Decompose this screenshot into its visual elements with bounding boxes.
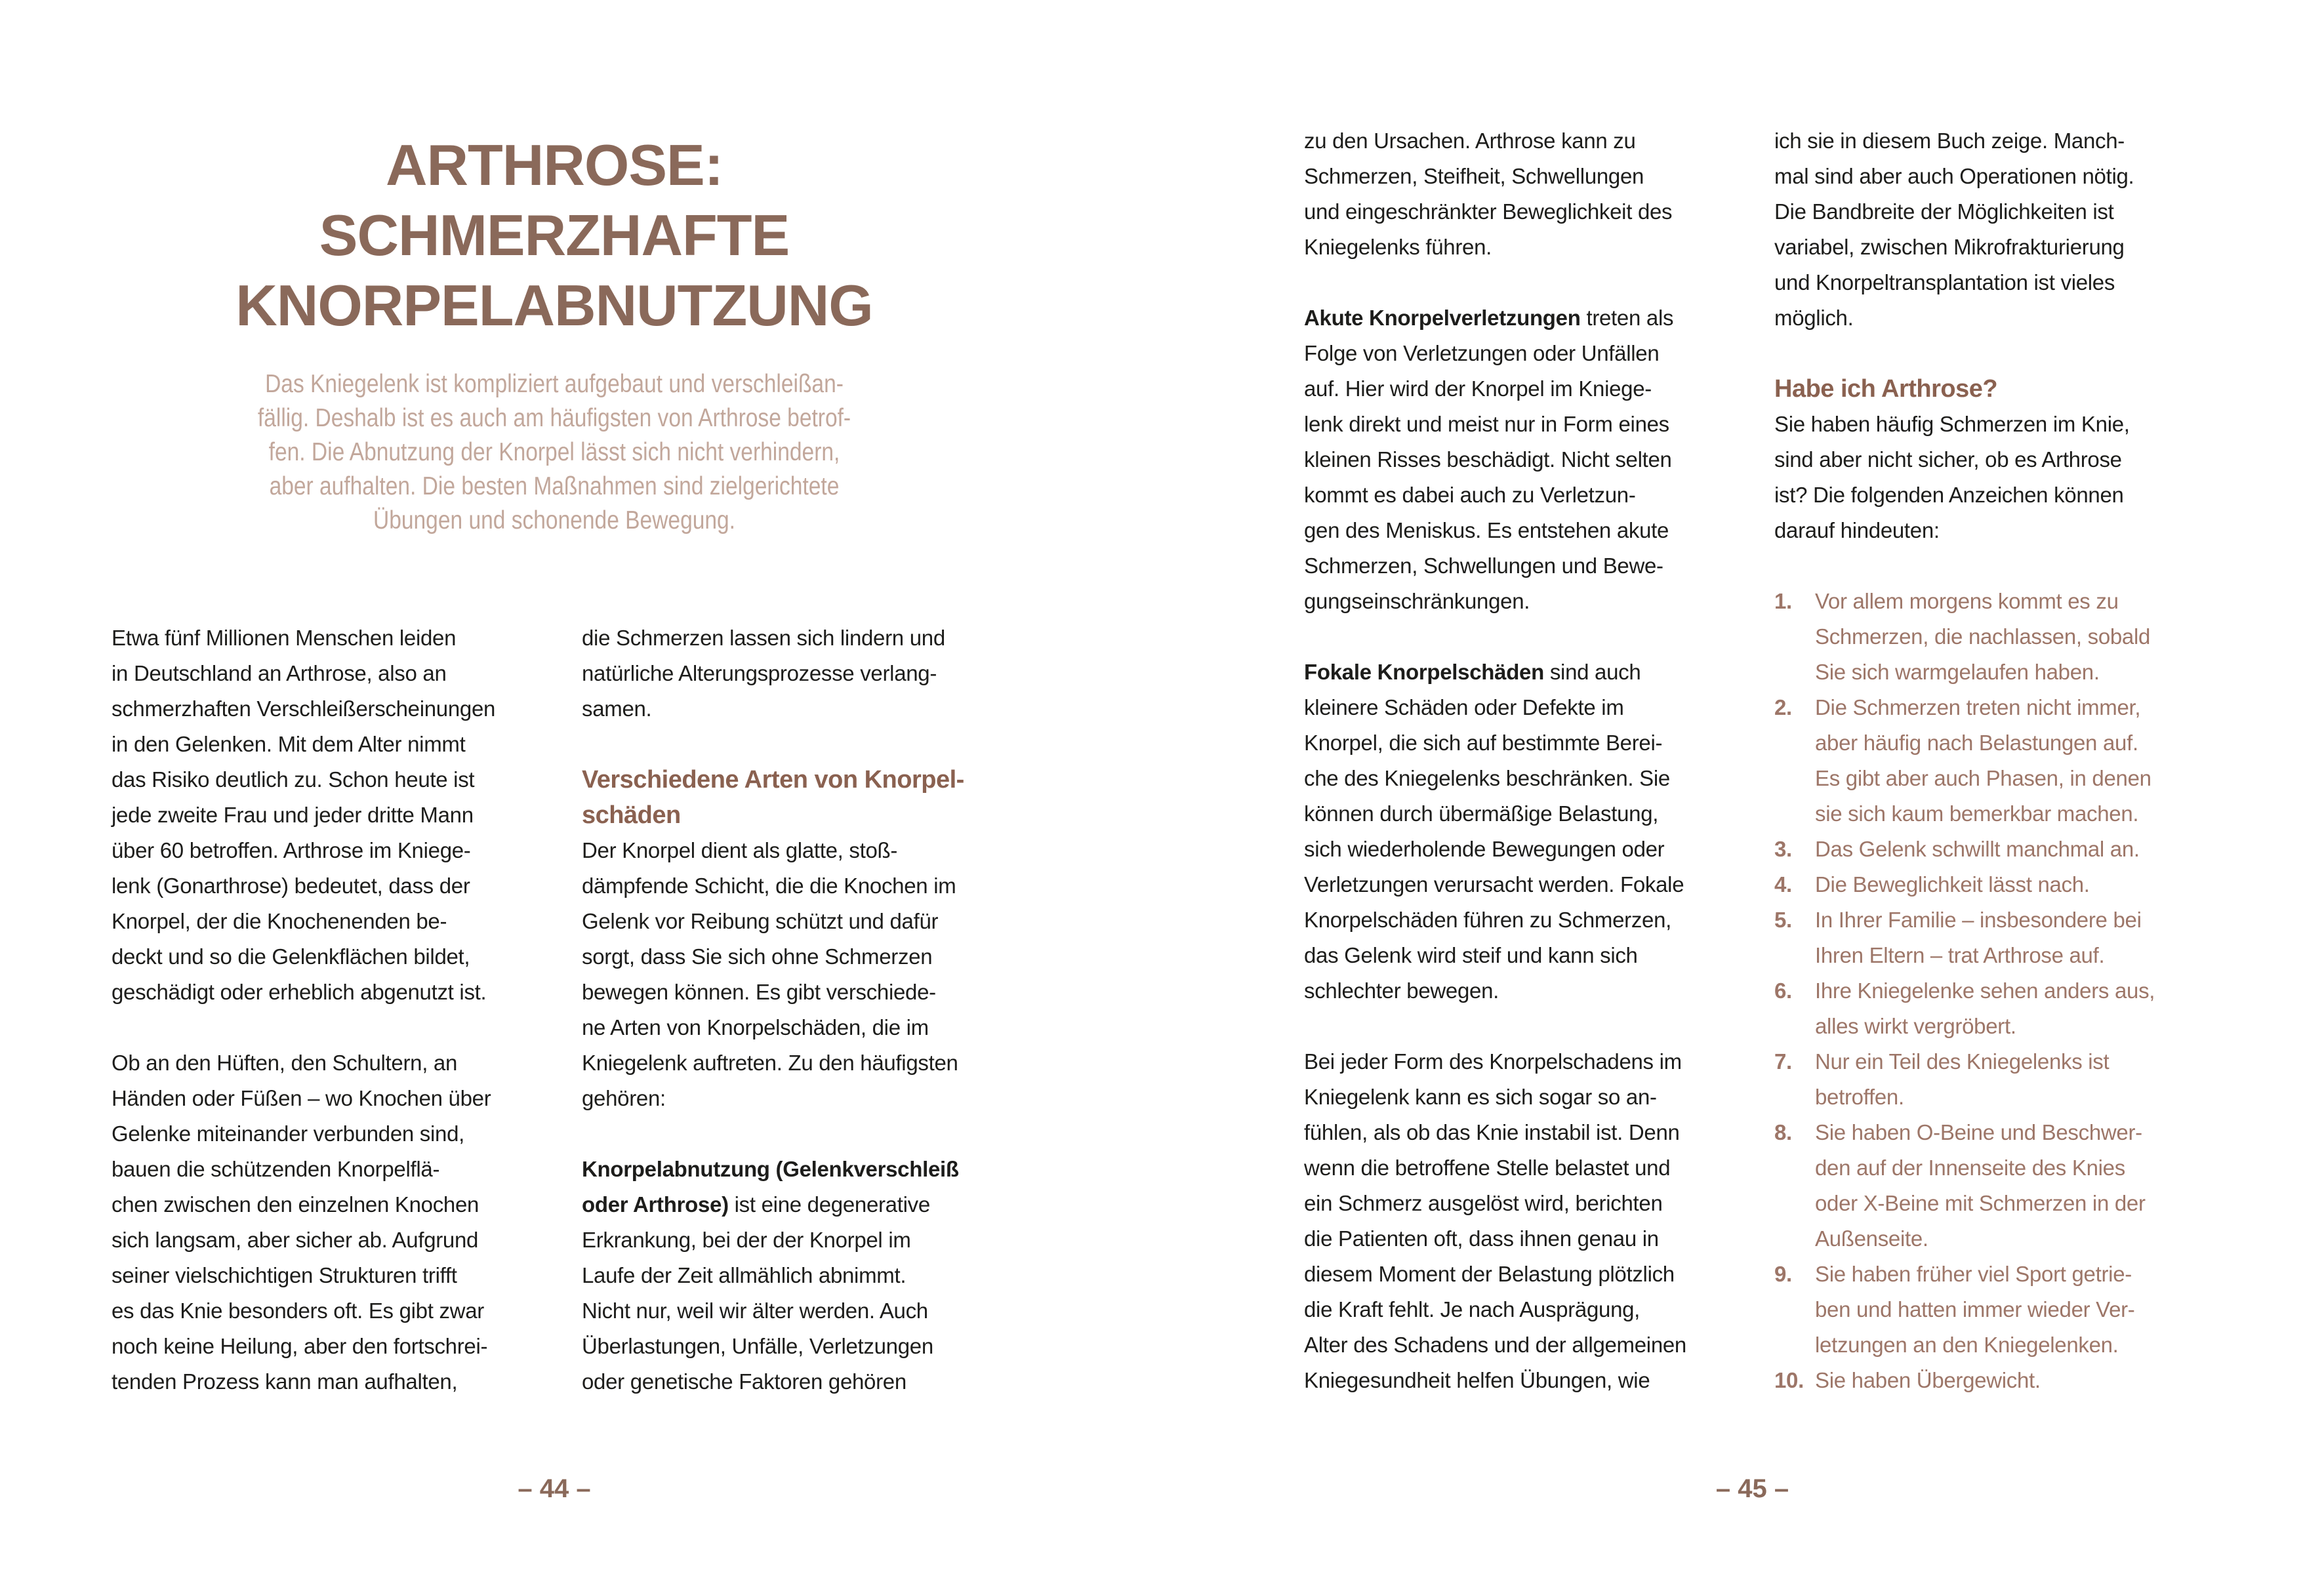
- text-column-right-2: [1774, 123, 2201, 1398]
- text-line: den auf der Innenseite des Knies: [1815, 1156, 2125, 1180]
- text-line: Verletzungen verursacht werden. Fokale: [1304, 872, 1684, 897]
- list-item-number: 6.: [1774, 978, 1792, 1003]
- list-item-number: 10.: [1774, 1368, 1804, 1392]
- paragraph: [582, 833, 1002, 1116]
- paragraph: [582, 620, 1002, 727]
- text-line: dämpfende Schicht, die die Knochen im: [582, 874, 956, 898]
- text-line: betroffen.: [1815, 1085, 1904, 1109]
- paragraph: [1304, 1044, 1724, 1398]
- text-line: bewegen können. Es gibt verschiede-: [582, 980, 936, 1004]
- text-line: letzungen an den Kniegelenken.: [1815, 1333, 2119, 1357]
- text-line: die Patienten oft, dass ihnen genau in: [1304, 1226, 1659, 1251]
- text-line: das Gelenk wird steif und kann sich: [1304, 943, 1638, 967]
- text-line: Alter des Schadens und der allgemeinen: [1304, 1333, 1686, 1357]
- intro-line: Das Kniegelenk ist kompliziert aufgebaut und verschleißan-: [265, 370, 844, 398]
- text-line: kleinen Risses beschädigt. Nicht selten: [1304, 447, 1672, 472]
- text-line: Nicht nur, weil wir älter werden. Auch: [582, 1299, 928, 1323]
- text-line: in den Gelenken. Mit dem Alter nimmt: [112, 732, 466, 756]
- chapter-title-line: KNORPELABNUTZUNG: [235, 273, 873, 338]
- list-item-number: 7.: [1774, 1049, 1792, 1074]
- text-line: und eingeschränkter Beweglichkeit des: [1304, 199, 1673, 224]
- intro-line: fällig. Deshalb ist es auch am häufigsten von Arthrose betrof-: [257, 404, 851, 432]
- text-line: kommt es dabei auch zu Verletzun-: [1304, 483, 1636, 507]
- text-column-right-1: [1304, 123, 1724, 1434]
- text-line: lenk (Gonarthrose) bedeutet, dass der: [112, 874, 470, 898]
- paragraph: [1304, 123, 1724, 265]
- list-item-number: 1.: [1774, 589, 1792, 613]
- intro-line: Übungen und schonende Bewegung.: [373, 506, 736, 534]
- bold-run: Fokale Knorpelschäden: [1304, 660, 1544, 684]
- text-line: Sie haben O-Beine und Beschwer-: [1815, 1120, 2142, 1144]
- text-line: sorgt, dass Sie sich ohne Schmerzen: [582, 944, 933, 969]
- text-line: Sie sich warmgelaufen haben.: [1815, 660, 2100, 684]
- text-line: Folge von Verletzungen oder Unfällen: [1304, 341, 1660, 365]
- text-line: Sie haben Übergewicht.: [1815, 1368, 2041, 1392]
- text-line: Knorpel, der die Knochenenden be-: [112, 909, 447, 933]
- text-line: oder genetische Faktoren gehören: [582, 1369, 907, 1394]
- paragraph: [1304, 300, 1724, 619]
- text-line: samen.: [582, 696, 652, 721]
- list-item-number: 4.: [1774, 872, 1792, 897]
- text-line: lenk direkt und meist nur in Form eines: [1304, 412, 1669, 436]
- text-line: Ob an den Hüften, den Schultern, an: [112, 1051, 458, 1075]
- text-line: Die Beweglichkeit lässt nach.: [1815, 872, 2090, 897]
- text-line: Habe ich Arthrose?: [1774, 375, 1998, 403]
- text-line: es das Knie besonders oft. Es gibt zwar: [112, 1299, 484, 1323]
- list-item-number: 5.: [1774, 908, 1792, 932]
- chapter-title: [112, 130, 997, 340]
- list-item: [1774, 1115, 2201, 1257]
- list-item: [1774, 902, 2201, 973]
- paragraph: [582, 1152, 1002, 1400]
- text-line: [582, 1152, 1002, 1187]
- text-line: zu den Ursachen. Arthrose kann zu: [1304, 129, 1636, 153]
- text-line: in Deutschland an Arthrose, also an: [112, 661, 447, 685]
- text-line: auf. Hier wird der Knorpel im Kniege-: [1304, 376, 1652, 401]
- text-line: deckt und so die Gelenkflächen bildet,: [112, 944, 470, 969]
- text-line: Nur ein Teil des Kniegelenks ist: [1815, 1049, 2110, 1074]
- text-line: aber häufig nach Belastungen auf.: [1815, 731, 2138, 755]
- text-line: Überlastungen, Unfälle, Verletzungen: [582, 1334, 933, 1358]
- bold-run: Akute Knorpelverletzungen: [1304, 306, 1581, 330]
- text-line: Händen oder Füßen – wo Knochen über: [112, 1086, 491, 1110]
- paragraph: [1304, 655, 1724, 1009]
- intro-line: fen. Die Abnutzung der Knorpel lässt sich nicht verhindern,: [268, 438, 840, 466]
- list-item: [1774, 690, 2201, 832]
- list-item: [1774, 1257, 2201, 1363]
- text-line: sie sich kaum bemerkbar machen.: [1815, 801, 2139, 826]
- section-heading: [1774, 371, 2201, 407]
- text-line: sind aber nicht sicher, ob es Arthrose: [1774, 447, 2122, 472]
- text-line: gungseinschränkungen.: [1304, 589, 1530, 613]
- list-item: [1774, 1044, 2201, 1115]
- text-line: ich sie in diesem Buch zeige. Manch-: [1774, 129, 2125, 153]
- text-line: möglich.: [1774, 306, 1854, 330]
- text-line: Verschiedene Arten von Knorpel-: [582, 766, 964, 794]
- text-line: tenden Prozess kann man aufhalten,: [112, 1369, 458, 1394]
- page-number-left: – 44 –: [518, 1474, 591, 1503]
- text-line: sich langsam, aber sicher ab. Aufgrund: [112, 1228, 479, 1252]
- text-line: ben und hatten immer wieder Ver-: [1815, 1297, 2135, 1321]
- list-item: [1774, 1363, 2201, 1398]
- list-item: [1774, 973, 2201, 1044]
- chapter-intro: [174, 367, 935, 538]
- text-line: Kniegesundheit helfen Übungen, wie: [1304, 1368, 1650, 1392]
- text-line: Ihren Eltern – trat Arthrose auf.: [1815, 943, 2105, 967]
- text-line: alles wirkt vergröbert.: [1815, 1014, 2016, 1038]
- list-item-number: 3.: [1774, 837, 1792, 861]
- text-line: Schmerzen, Schwellungen und Bewe-: [1304, 554, 1663, 578]
- text-column-left-1: [112, 620, 531, 1435]
- text-line: wenn die betroffene Stelle belastet und: [1304, 1156, 1671, 1180]
- paragraph: [112, 620, 531, 1010]
- text-line: die Kraft fehlt. Je nach Ausprägung,: [1304, 1297, 1641, 1321]
- paragraph: [1774, 407, 2201, 548]
- text-line: gehören:: [582, 1086, 666, 1110]
- chapter-title-line: SCHMERZHAFTE: [319, 203, 790, 268]
- list-item: [1774, 867, 2201, 902]
- text-line: Schmerzen, die nachlassen, sobald: [1815, 624, 2151, 649]
- text-line: Außenseite.: [1815, 1226, 1928, 1251]
- text-line: Schmerzen, Steifheit, Schwellungen: [1304, 164, 1644, 188]
- text-line: darauf hindeuten:: [1774, 518, 1940, 542]
- chapter-title-line: ARTHROSE:: [385, 132, 724, 197]
- text-line: fühlen, als ob das Knie instabil ist. Denn: [1304, 1120, 1680, 1144]
- text-line: ist? Die folgenden Anzeichen können: [1774, 483, 2124, 507]
- text-line: sich wiederholende Bewegungen oder: [1304, 837, 1665, 861]
- text-line: [1304, 300, 1724, 336]
- text-line: Bei jeder Form des Knorpelschadens im: [1304, 1049, 1682, 1074]
- text-line: Ihre Kniegelenke sehen anders aus,: [1815, 978, 2155, 1003]
- text-line: Die Schmerzen treten nicht immer,: [1815, 695, 2141, 719]
- text-line: gen des Meniskus. Es entstehen akute: [1304, 518, 1669, 542]
- text-line: [1304, 655, 1724, 690]
- text-line: Kniegelenk kann es sich sogar so an-: [1304, 1085, 1657, 1109]
- text-line: Sie haben früher viel Sport getrie-: [1815, 1262, 2132, 1286]
- text-line: Die Bandbreite der Möglichkeiten ist: [1774, 199, 2114, 224]
- symptom-list: [1774, 584, 2201, 1398]
- text-line: Sie haben häufig Schmerzen im Knie,: [1774, 412, 2130, 436]
- text-line: [582, 1187, 1002, 1222]
- list-item: [1774, 584, 2201, 690]
- text-line: Es gibt aber auch Phasen, in denen: [1815, 766, 2151, 790]
- paragraph: [1774, 123, 2201, 336]
- paragraph: [112, 1045, 531, 1400]
- list-item: [1774, 832, 2201, 867]
- text-line: Der Knorpel dient als glatte, stoß-: [582, 838, 898, 862]
- bold-run: Knorpelabnutzung (Gelenkverschleiß: [582, 1157, 959, 1181]
- page-number-right: – 45 –: [1715, 1474, 1789, 1503]
- text-line: Gelenke miteinander verbunden sind,: [112, 1121, 465, 1146]
- text-line: diesem Moment der Belastung plötzlich: [1304, 1262, 1675, 1286]
- text-run: treten als: [1580, 306, 1674, 330]
- text-line: Gelenk vor Reibung schützt und dafür: [582, 909, 939, 933]
- text-line: Knorpel, die sich auf bestimmte Berei-: [1304, 731, 1663, 755]
- text-line: Laufe der Zeit allmählich abnimmt.: [582, 1263, 907, 1287]
- text-line: schlechter bewegen.: [1304, 978, 1499, 1003]
- text-line: ne Arten von Knorpelschäden, die im: [582, 1015, 929, 1039]
- text-line: über 60 betroffen. Arthrose im Kniege-: [112, 838, 471, 862]
- text-line: noch keine Heilung, aber den fortschrei-: [112, 1334, 488, 1358]
- text-run: sind auch: [1543, 660, 1641, 684]
- text-line: Knorpelschäden führen zu Schmerzen,: [1304, 908, 1672, 932]
- text-line: che des Kniegelenks beschränken. Sie: [1304, 766, 1670, 790]
- intro-line: aber aufhalten. Die besten Maßnahmen sind zielgerichtete: [269, 472, 840, 500]
- text-line: kleinere Schäden oder Defekte im: [1304, 695, 1624, 719]
- text-line: schäden: [582, 801, 681, 829]
- section-heading: [582, 762, 1002, 833]
- text-line: die Schmerzen lassen sich lindern und: [582, 626, 945, 650]
- text-line: Kniegelenk auftreten. Zu den häufigsten: [582, 1051, 958, 1075]
- text-line: Etwa fünf Millionen Menschen leiden: [112, 626, 457, 650]
- text-line: geschädigt oder erheblich abgenutzt ist.: [112, 980, 487, 1004]
- text-line: ein Schmerz ausgelöst wird, berichten: [1304, 1191, 1663, 1215]
- text-line: das Risiko deutlich zu. Schon heute ist: [112, 767, 475, 792]
- text-line: Das Gelenk schwillt manchmal an.: [1815, 837, 2140, 861]
- text-line: Vor allem morgens kommt es zu: [1815, 589, 2119, 613]
- text-line: mal sind aber auch Operationen nötig.: [1774, 164, 2134, 188]
- text-line: In Ihrer Familie – insbesondere bei: [1815, 908, 2142, 932]
- text-line: und Knorpeltransplantation ist vieles: [1774, 270, 2115, 294]
- text-line: chen zwischen den einzelnen Knochen: [112, 1192, 479, 1217]
- text-line: bauen die schützenden Knorpelflä-: [112, 1157, 440, 1181]
- text-run: ist eine degenerative: [728, 1192, 930, 1217]
- text-line: schmerzhaften Verschleißerscheinungen: [112, 696, 496, 721]
- text-line: seiner vielschichtigen Strukturen trifft: [112, 1263, 457, 1287]
- list-item-number: 9.: [1774, 1262, 1792, 1286]
- bold-run: oder Arthrose): [582, 1192, 729, 1217]
- text-line: jede zweite Frau und jeder dritte Mann: [112, 803, 474, 827]
- text-line: oder X-Beine mit Schmerzen in der: [1815, 1191, 2146, 1215]
- list-item-number: 2.: [1774, 695, 1792, 719]
- list-item-number: 8.: [1774, 1120, 1792, 1144]
- text-line: natürliche Alterungsprozesse verlang-: [582, 661, 937, 685]
- text-line: variabel, zwischen Mikrofrakturierung: [1774, 235, 2125, 259]
- text-column-left-2: [582, 620, 1002, 1435]
- text-line: Erkrankung, bei der der Knorpel im: [582, 1228, 911, 1252]
- text-line: Kniegelenks führen.: [1304, 235, 1492, 259]
- text-line: können durch übermäßige Belastung,: [1304, 801, 1659, 826]
